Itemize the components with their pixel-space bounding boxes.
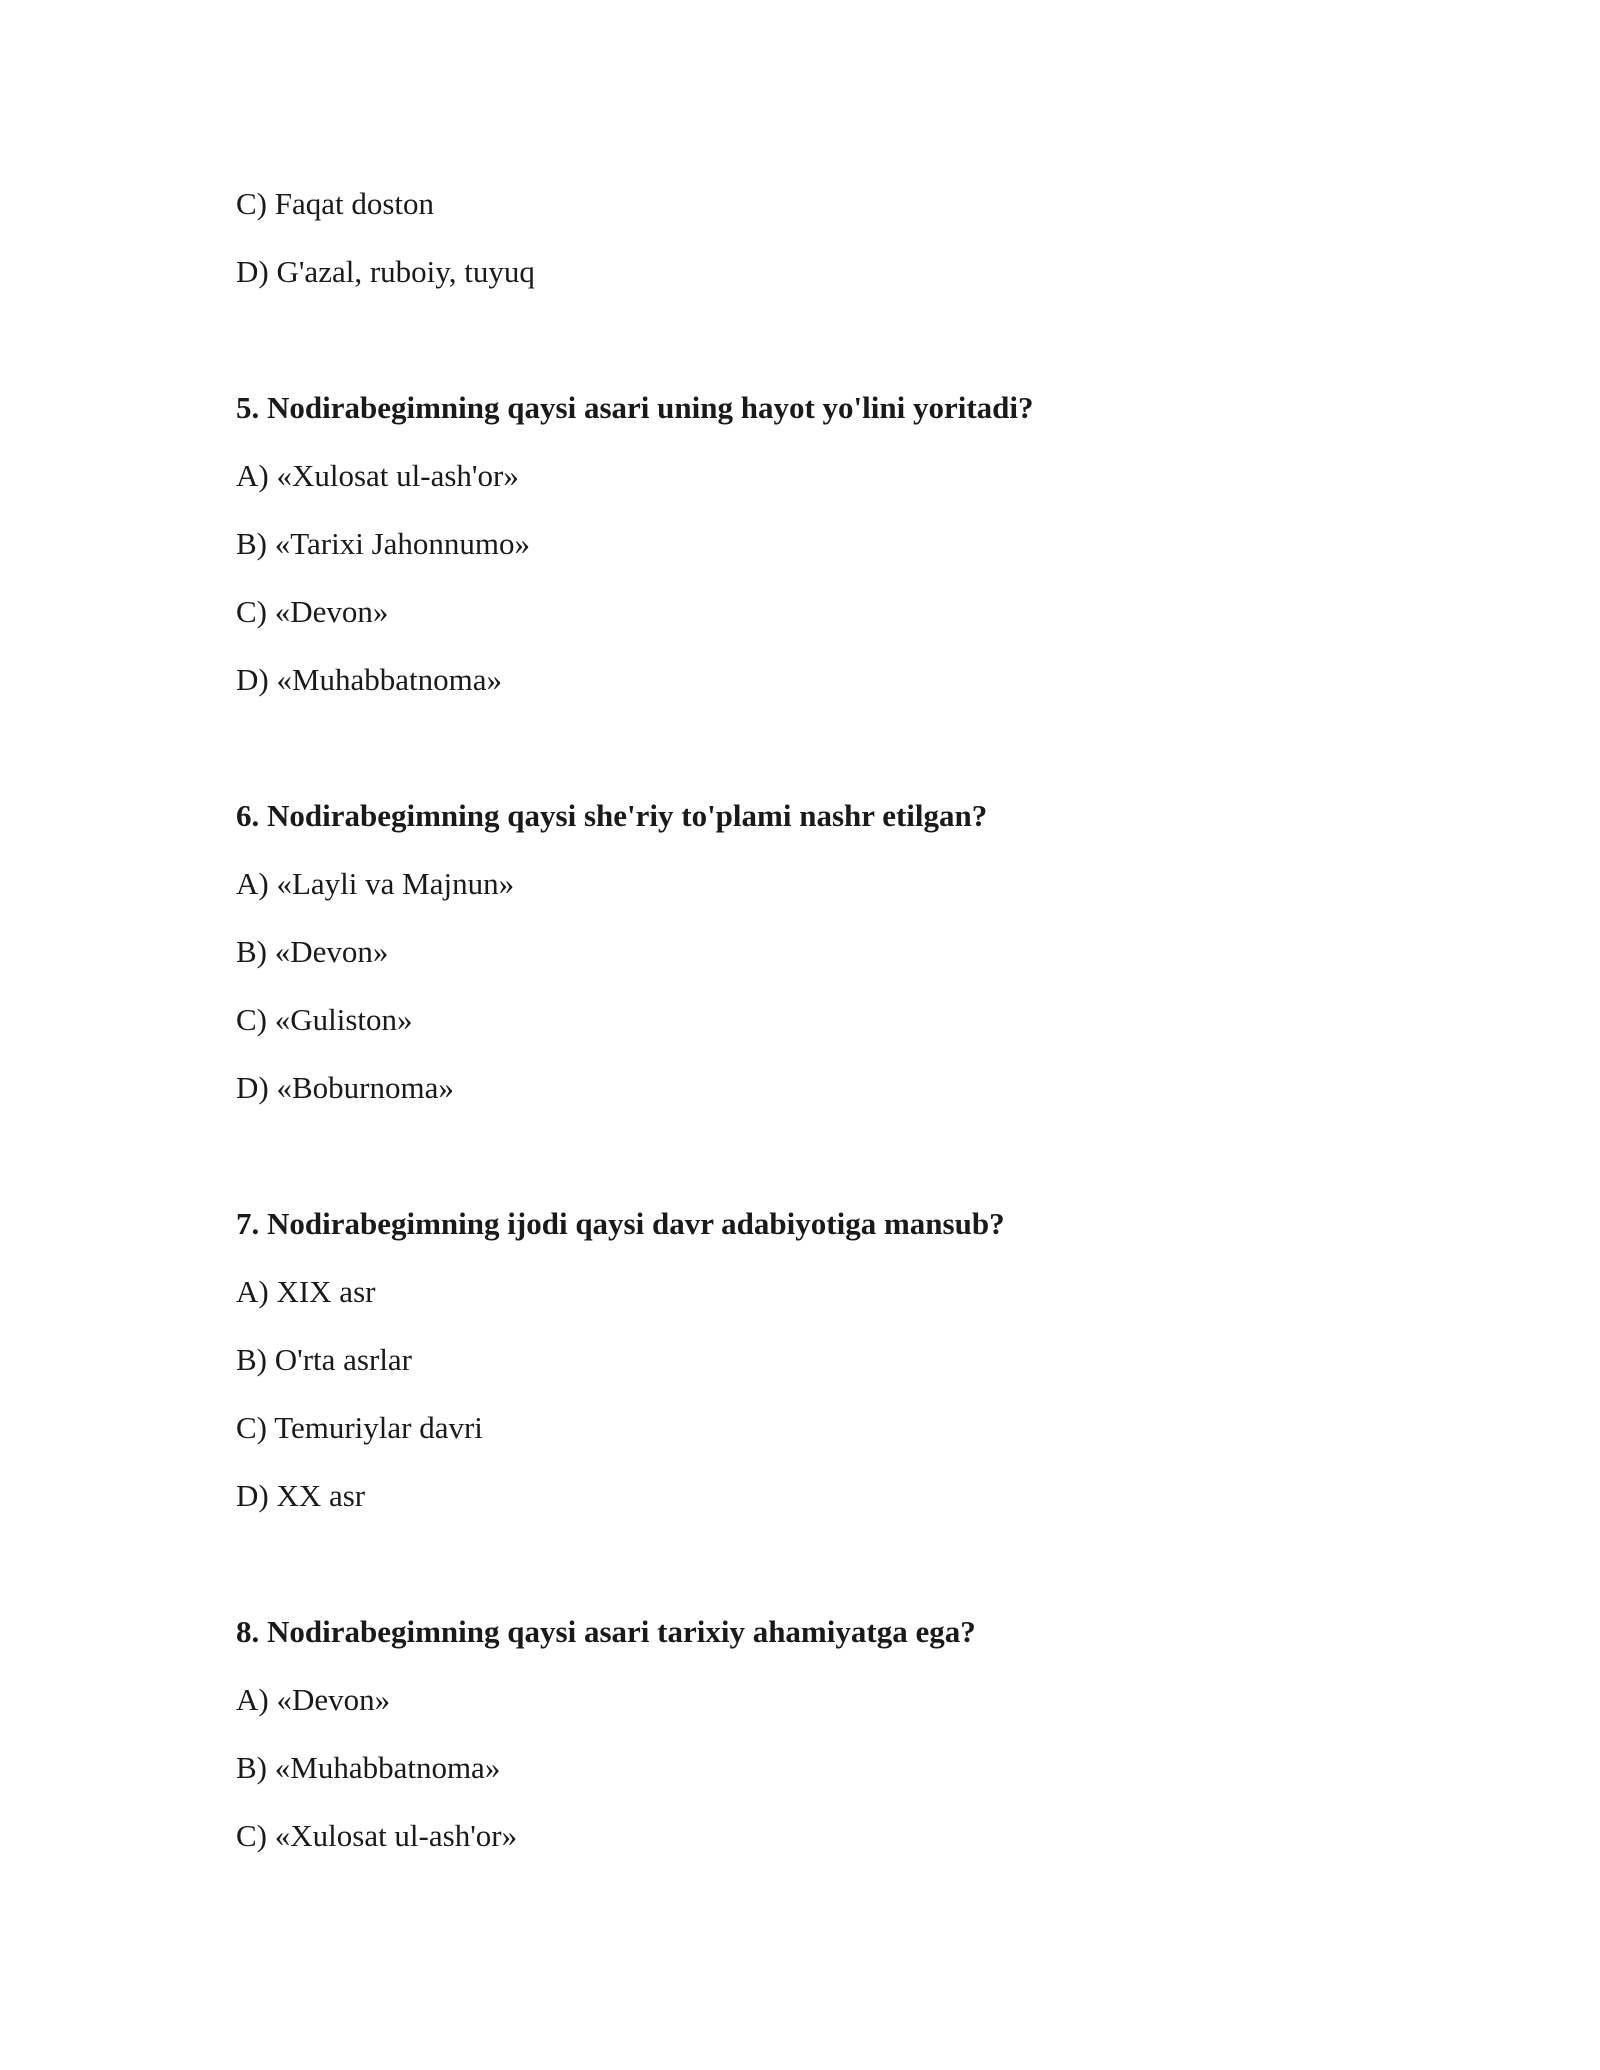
answer-option: A) XIX asr xyxy=(236,1274,376,1309)
question-text: 7. Nodirabegimning ijodi qaysi davr adabiyotiga mansub? xyxy=(236,1206,1005,1241)
question-block-5 xyxy=(236,388,1436,700)
question-text: 8. Nodirabegimning qaysi asari tarixiy ahamiyatga ega? xyxy=(236,1614,976,1649)
spacer xyxy=(236,728,1436,796)
answer-option: D) «Boburnoma» xyxy=(236,1070,454,1105)
answer-option: A) «Devon» xyxy=(236,1682,391,1717)
answer-option: B) «Tarixi Jahonnumo» xyxy=(236,526,531,561)
question-text: 5. Nodirabegimning qaysi asari uning hayot yo'lini yoritadi? xyxy=(236,390,1034,425)
question-block-8 xyxy=(236,1612,1436,1856)
question-block-6 xyxy=(236,796,1436,1108)
lead-options xyxy=(236,184,1436,292)
quiz-content xyxy=(236,184,1436,1884)
question-text: 6. Nodirabegimning qaysi she'riy to'plami nashr etilgan? xyxy=(236,798,988,833)
answer-option: A) «Xulosat ul-ash'or» xyxy=(236,458,519,493)
spacer xyxy=(236,1544,1436,1612)
answer-option: A) «Layli va Majnun» xyxy=(236,866,515,901)
answer-option: C) «Xulosat ul-ash'or» xyxy=(236,1818,518,1853)
spacer xyxy=(236,320,1436,388)
answer-option: C) «Guliston» xyxy=(236,1002,413,1037)
answer-option: B) «Muhabbatnoma» xyxy=(236,1750,501,1785)
answer-option: D) «Muhabbatnoma» xyxy=(236,662,503,697)
answer-option: C) «Devon» xyxy=(236,594,389,629)
answer-option: C) Faqat doston xyxy=(236,186,435,221)
answer-option: D) XX asr xyxy=(236,1478,366,1513)
question-block-7 xyxy=(236,1204,1436,1516)
spacer xyxy=(236,1136,1436,1204)
answer-option: C) Temuriylar davri xyxy=(236,1410,483,1445)
answer-option: B) O'rta asrlar xyxy=(236,1342,413,1377)
answer-option: D) G'azal, ruboiy, tuyuq xyxy=(236,254,535,289)
answer-option: B) «Devon» xyxy=(236,934,389,969)
